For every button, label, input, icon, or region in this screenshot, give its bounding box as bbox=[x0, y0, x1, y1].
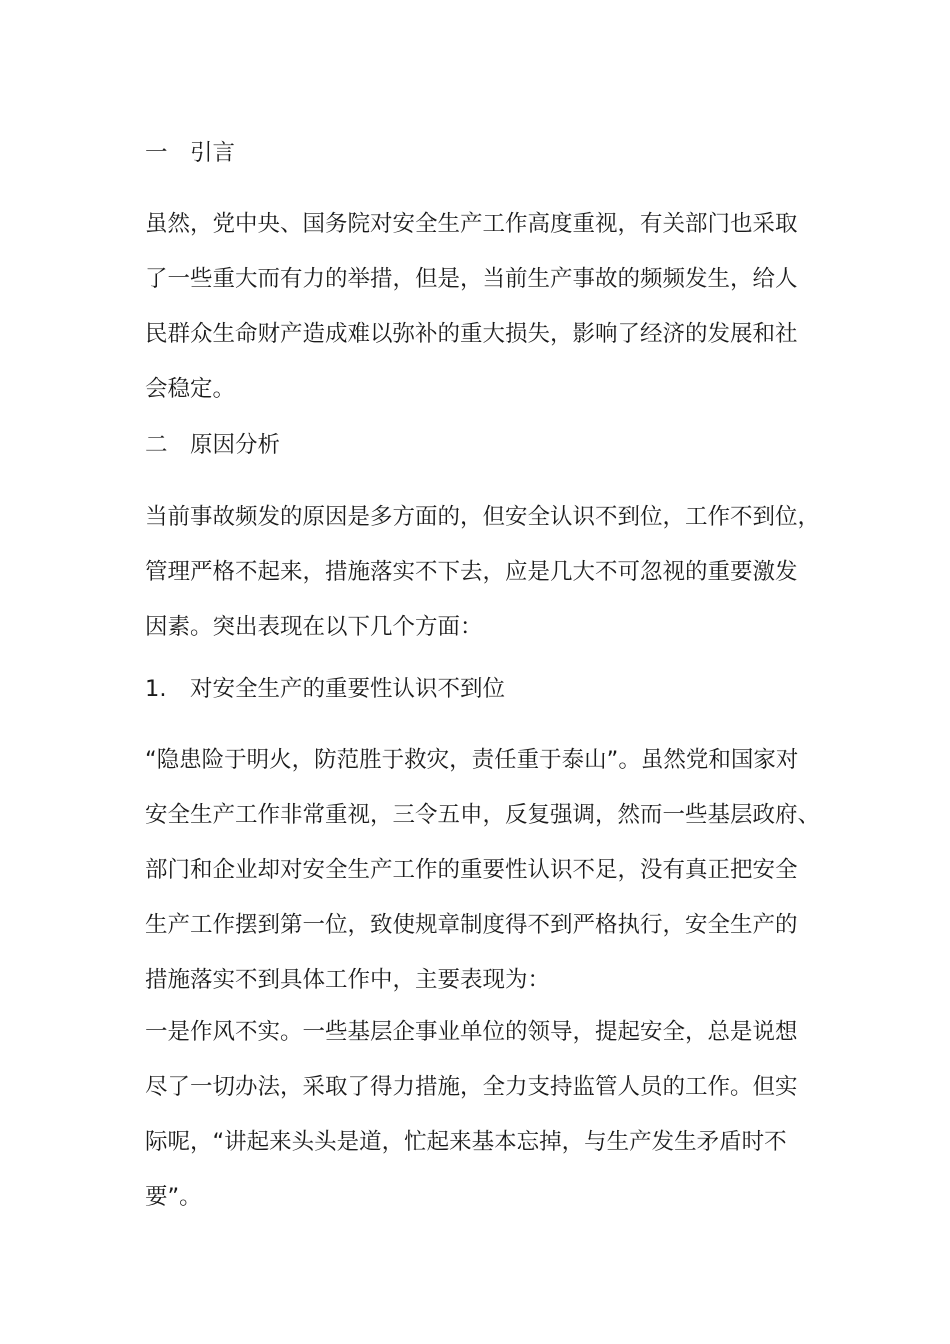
section-heading-2 bbox=[145, 434, 825, 457]
paragraph-line: 生产工作摆到第一位，致使规章制度得不到严格执行，安全生产的 bbox=[145, 912, 798, 938]
paragraph-line: 民群众生命财产造成难以弥补的重大损失，影响了经济的发展和社 bbox=[145, 321, 798, 347]
paragraph-line: 因素。突出表现在以下几个方面： bbox=[145, 614, 483, 640]
paragraph-line: 了一些重大而有力的举措，但是，当前生产事故的频频发生，给人 bbox=[145, 266, 798, 292]
paragraph-line: 际呢，“讲起来头头是道，忙起来基本忘掉，与生产发生矛盾时不 bbox=[145, 1129, 787, 1155]
paragraph-line: 措施落实不到具体工作中，主要表现为： bbox=[145, 967, 551, 993]
subsection-title: 对安全生产的重要性认识不到位 bbox=[190, 676, 506, 702]
section-number: 二 bbox=[145, 432, 168, 458]
paragraph-line: 虽然，党中央、国务院对安全生产工作高度重视，有关部门也采取 bbox=[145, 211, 798, 237]
section-title: 引言 bbox=[190, 140, 236, 166]
section-title: 原因分析 bbox=[190, 432, 281, 458]
section-number: 一 bbox=[145, 140, 168, 166]
paragraph-line: 会稳定。 bbox=[145, 376, 236, 402]
paragraph-line: 一是作风不实。一些基层企事业单位的领导，提起安全，总是说想 bbox=[145, 1019, 798, 1045]
paragraph-line: 要”。 bbox=[145, 1184, 202, 1210]
paragraph-line: 尽了一切办法，采取了得力措施，全力支持监管人员的工作。但实 bbox=[145, 1074, 798, 1100]
paragraph-1 bbox=[145, 213, 825, 401]
paragraph-2 bbox=[145, 506, 825, 639]
subsection-heading-1 bbox=[145, 678, 825, 701]
section-heading-1 bbox=[145, 142, 825, 165]
paragraph-line: “隐患险于明火，防范胜于救灾，责任重于泰山”。虽然党和国家对 bbox=[145, 747, 799, 773]
paragraph-4 bbox=[145, 1021, 825, 1209]
paragraph-line: 安全生产工作非常重视，三令五申，反复强调，然而一些基层政府、 bbox=[145, 802, 821, 828]
subsection-number: 1. bbox=[145, 676, 167, 702]
paragraph-3 bbox=[145, 749, 825, 992]
paragraph-line: 当前事故频发的原因是多方面的，但安全认识不到位，工作不到位， bbox=[145, 504, 821, 530]
paragraph-line: 管理严格不起来，措施落实不下去，应是几大不可忽视的重要激发 bbox=[145, 559, 798, 585]
paragraph-line: 部门和企业却对安全生产工作的重要性认识不足，没有真正把安全 bbox=[145, 857, 798, 883]
